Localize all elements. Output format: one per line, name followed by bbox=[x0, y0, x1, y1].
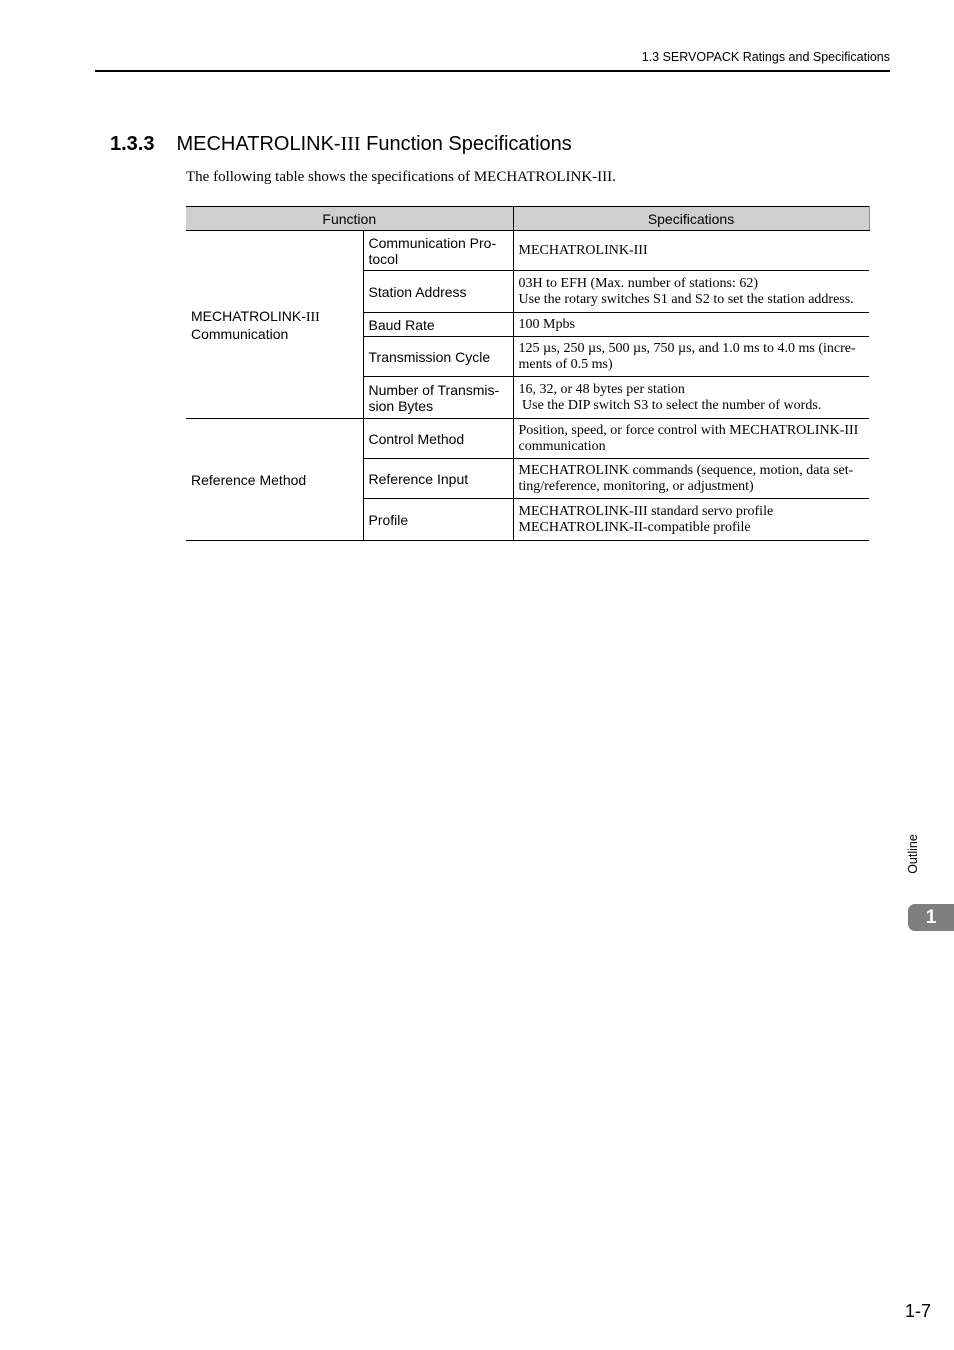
table-row bbox=[186, 231, 869, 271]
spec-cell bbox=[513, 271, 869, 313]
item-cell: Reference Input bbox=[363, 459, 513, 499]
side-tab-label: Outline bbox=[906, 834, 921, 874]
item-cell: Profile bbox=[363, 499, 513, 541]
spec-line: MECHATROLINK-II-compatible profile bbox=[518, 519, 751, 535]
item-cell: Baud Rate bbox=[363, 313, 513, 337]
group-label-roman: III bbox=[305, 309, 320, 325]
section-title-prefix: MECHATROLINK- bbox=[176, 133, 341, 155]
header-specifications: Specifications bbox=[513, 207, 869, 231]
item-cell: Transmission Cycle bbox=[363, 337, 513, 377]
spec-cell bbox=[513, 231, 869, 271]
page-number: 1-7 bbox=[904, 1301, 931, 1321]
spec-cell bbox=[513, 337, 869, 377]
spec-line: MECHATROLINK commands (sequence, motion, data set-ting/reference, monitoring, or adjustment) bbox=[518, 462, 854, 494]
item-cell: Station Address bbox=[363, 271, 513, 313]
section-title bbox=[110, 133, 572, 156]
group-cell-reference-method: Reference Method bbox=[186, 419, 363, 541]
section-number: 1.3.3 bbox=[110, 133, 155, 155]
spec-line: 16, 32, or 48 bytes per station bbox=[518, 381, 685, 397]
section-title-roman: III bbox=[340, 133, 361, 155]
chapter-tab: 1 bbox=[908, 904, 954, 931]
side-tab-outline bbox=[903, 830, 923, 878]
item-cell: Communication Pro-tocol bbox=[363, 231, 513, 271]
spec-cell bbox=[513, 459, 869, 499]
spec-cell bbox=[513, 377, 869, 419]
spec-cell bbox=[513, 499, 869, 541]
intro-paragraph: The following table shows the specifications of MECHATROLINK-III. bbox=[186, 169, 616, 185]
spec-line: 03H to EFH (Max. number of stations: 62) bbox=[518, 275, 759, 291]
spec-cell bbox=[513, 419, 869, 459]
spec-line: Position, speed, or force control with MECHATROLINK-III communication bbox=[518, 422, 859, 454]
spec-line: 100 Mpbs bbox=[518, 316, 575, 332]
spec-line: MECHATROLINK-III standard servo profile bbox=[518, 503, 774, 519]
table-row bbox=[186, 419, 869, 459]
item-cell: Number of Transmis-sion Bytes bbox=[363, 377, 513, 419]
header-rule bbox=[95, 70, 890, 72]
spec-line: Use the rotary switches S1 and S2 to set the station address. bbox=[518, 291, 854, 307]
item-cell: Control Method bbox=[363, 419, 513, 459]
spec-line: 125 µs, 250 µs, 500 µs, 750 µs, and 1.0 ms to 4.0 ms (incre-ments of 0.5 ms) bbox=[518, 340, 856, 372]
spec-line: Use the DIP switch S3 to select the number of words. bbox=[518, 397, 822, 413]
group-cell-communication bbox=[186, 231, 363, 419]
table-header-row bbox=[186, 207, 869, 231]
spec-cell bbox=[513, 313, 869, 337]
header-function: Function bbox=[186, 207, 513, 231]
group-label-prefix: MECHATROLINK- bbox=[191, 307, 306, 324]
spec-line: MECHATROLINK-III bbox=[518, 242, 648, 258]
running-header: 1.3 SERVOPACK Ratings and Specifications bbox=[641, 50, 890, 64]
section-title-suffix: Function Specifications bbox=[360, 133, 572, 155]
spec-table bbox=[186, 206, 870, 541]
group-label-line2: Communication bbox=[191, 325, 289, 342]
